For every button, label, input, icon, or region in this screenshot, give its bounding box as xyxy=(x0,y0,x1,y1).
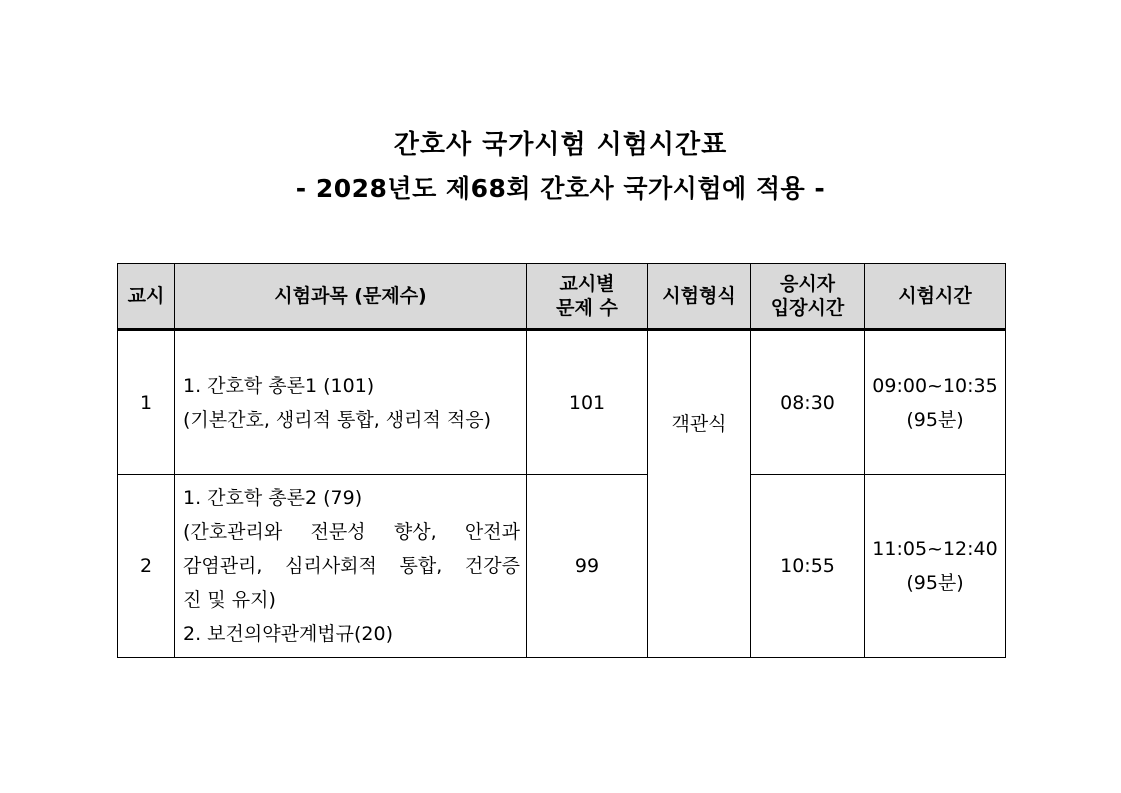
exam-duration: (95분) xyxy=(906,572,964,594)
count-cell: 101 xyxy=(527,330,648,475)
exam-schedule-table xyxy=(117,263,1006,658)
period-cell: 2 xyxy=(118,475,175,658)
header-count-line2: 문제 수 xyxy=(556,297,618,319)
subject-line: 1. 간호학 총론1 (101) xyxy=(183,374,375,397)
exam-time-range: 09:00~10:35 xyxy=(872,374,998,397)
entry-time-cell: 10:55 xyxy=(751,475,865,658)
header-count xyxy=(527,264,648,330)
exam-time-range: 11:05~12:40 xyxy=(872,538,998,560)
subject-line: 2. 보건의약관계법규(20) xyxy=(183,623,394,645)
table-row xyxy=(118,330,1006,475)
subject-line: 감염관리, 심리사회적 통합, 건강증 xyxy=(183,555,520,577)
header-time: 시험시간 xyxy=(865,264,1006,330)
subject-line: (기본간호, 생리적 통합, 생리적 적응) xyxy=(183,408,492,431)
entry-time-cell: 08:30 xyxy=(751,330,865,475)
header-type: 시험형식 xyxy=(648,264,751,330)
subject-line: (간호관리와 전문성 향상, 안전과 xyxy=(183,521,520,543)
header-entry-line2: 입장시간 xyxy=(770,297,845,319)
header-entry xyxy=(751,264,865,330)
exam-type-label: 객관식 xyxy=(671,412,727,435)
header-count-line1: 교시별 xyxy=(559,273,615,295)
header-subject: 시험과목 (문제수) xyxy=(175,264,527,330)
count-cell: 99 xyxy=(527,475,648,658)
subject-cell xyxy=(175,330,527,475)
header-entry-line1: 응시자 xyxy=(779,273,836,295)
document-title: 간호사 국가시험 시험시간표 xyxy=(393,130,728,160)
header-period: 교시 xyxy=(118,264,175,330)
table-header-row xyxy=(118,264,1006,330)
exam-duration: (95분) xyxy=(906,408,964,431)
period-cell: 1 xyxy=(118,330,175,475)
subject-line: 진 및 유지) xyxy=(183,589,276,611)
subject-cell xyxy=(175,475,527,658)
document-subtitle: - 2028년도 제68회 간호사 국가시험에 적용 - xyxy=(295,174,826,203)
table-row xyxy=(118,475,1006,658)
exam-time-cell xyxy=(865,475,1006,658)
subject-line: 1. 간호학 총론2 (79) xyxy=(183,487,363,509)
title-block xyxy=(0,126,1121,208)
exam-type-cell xyxy=(648,330,751,658)
exam-time-cell xyxy=(865,330,1006,475)
